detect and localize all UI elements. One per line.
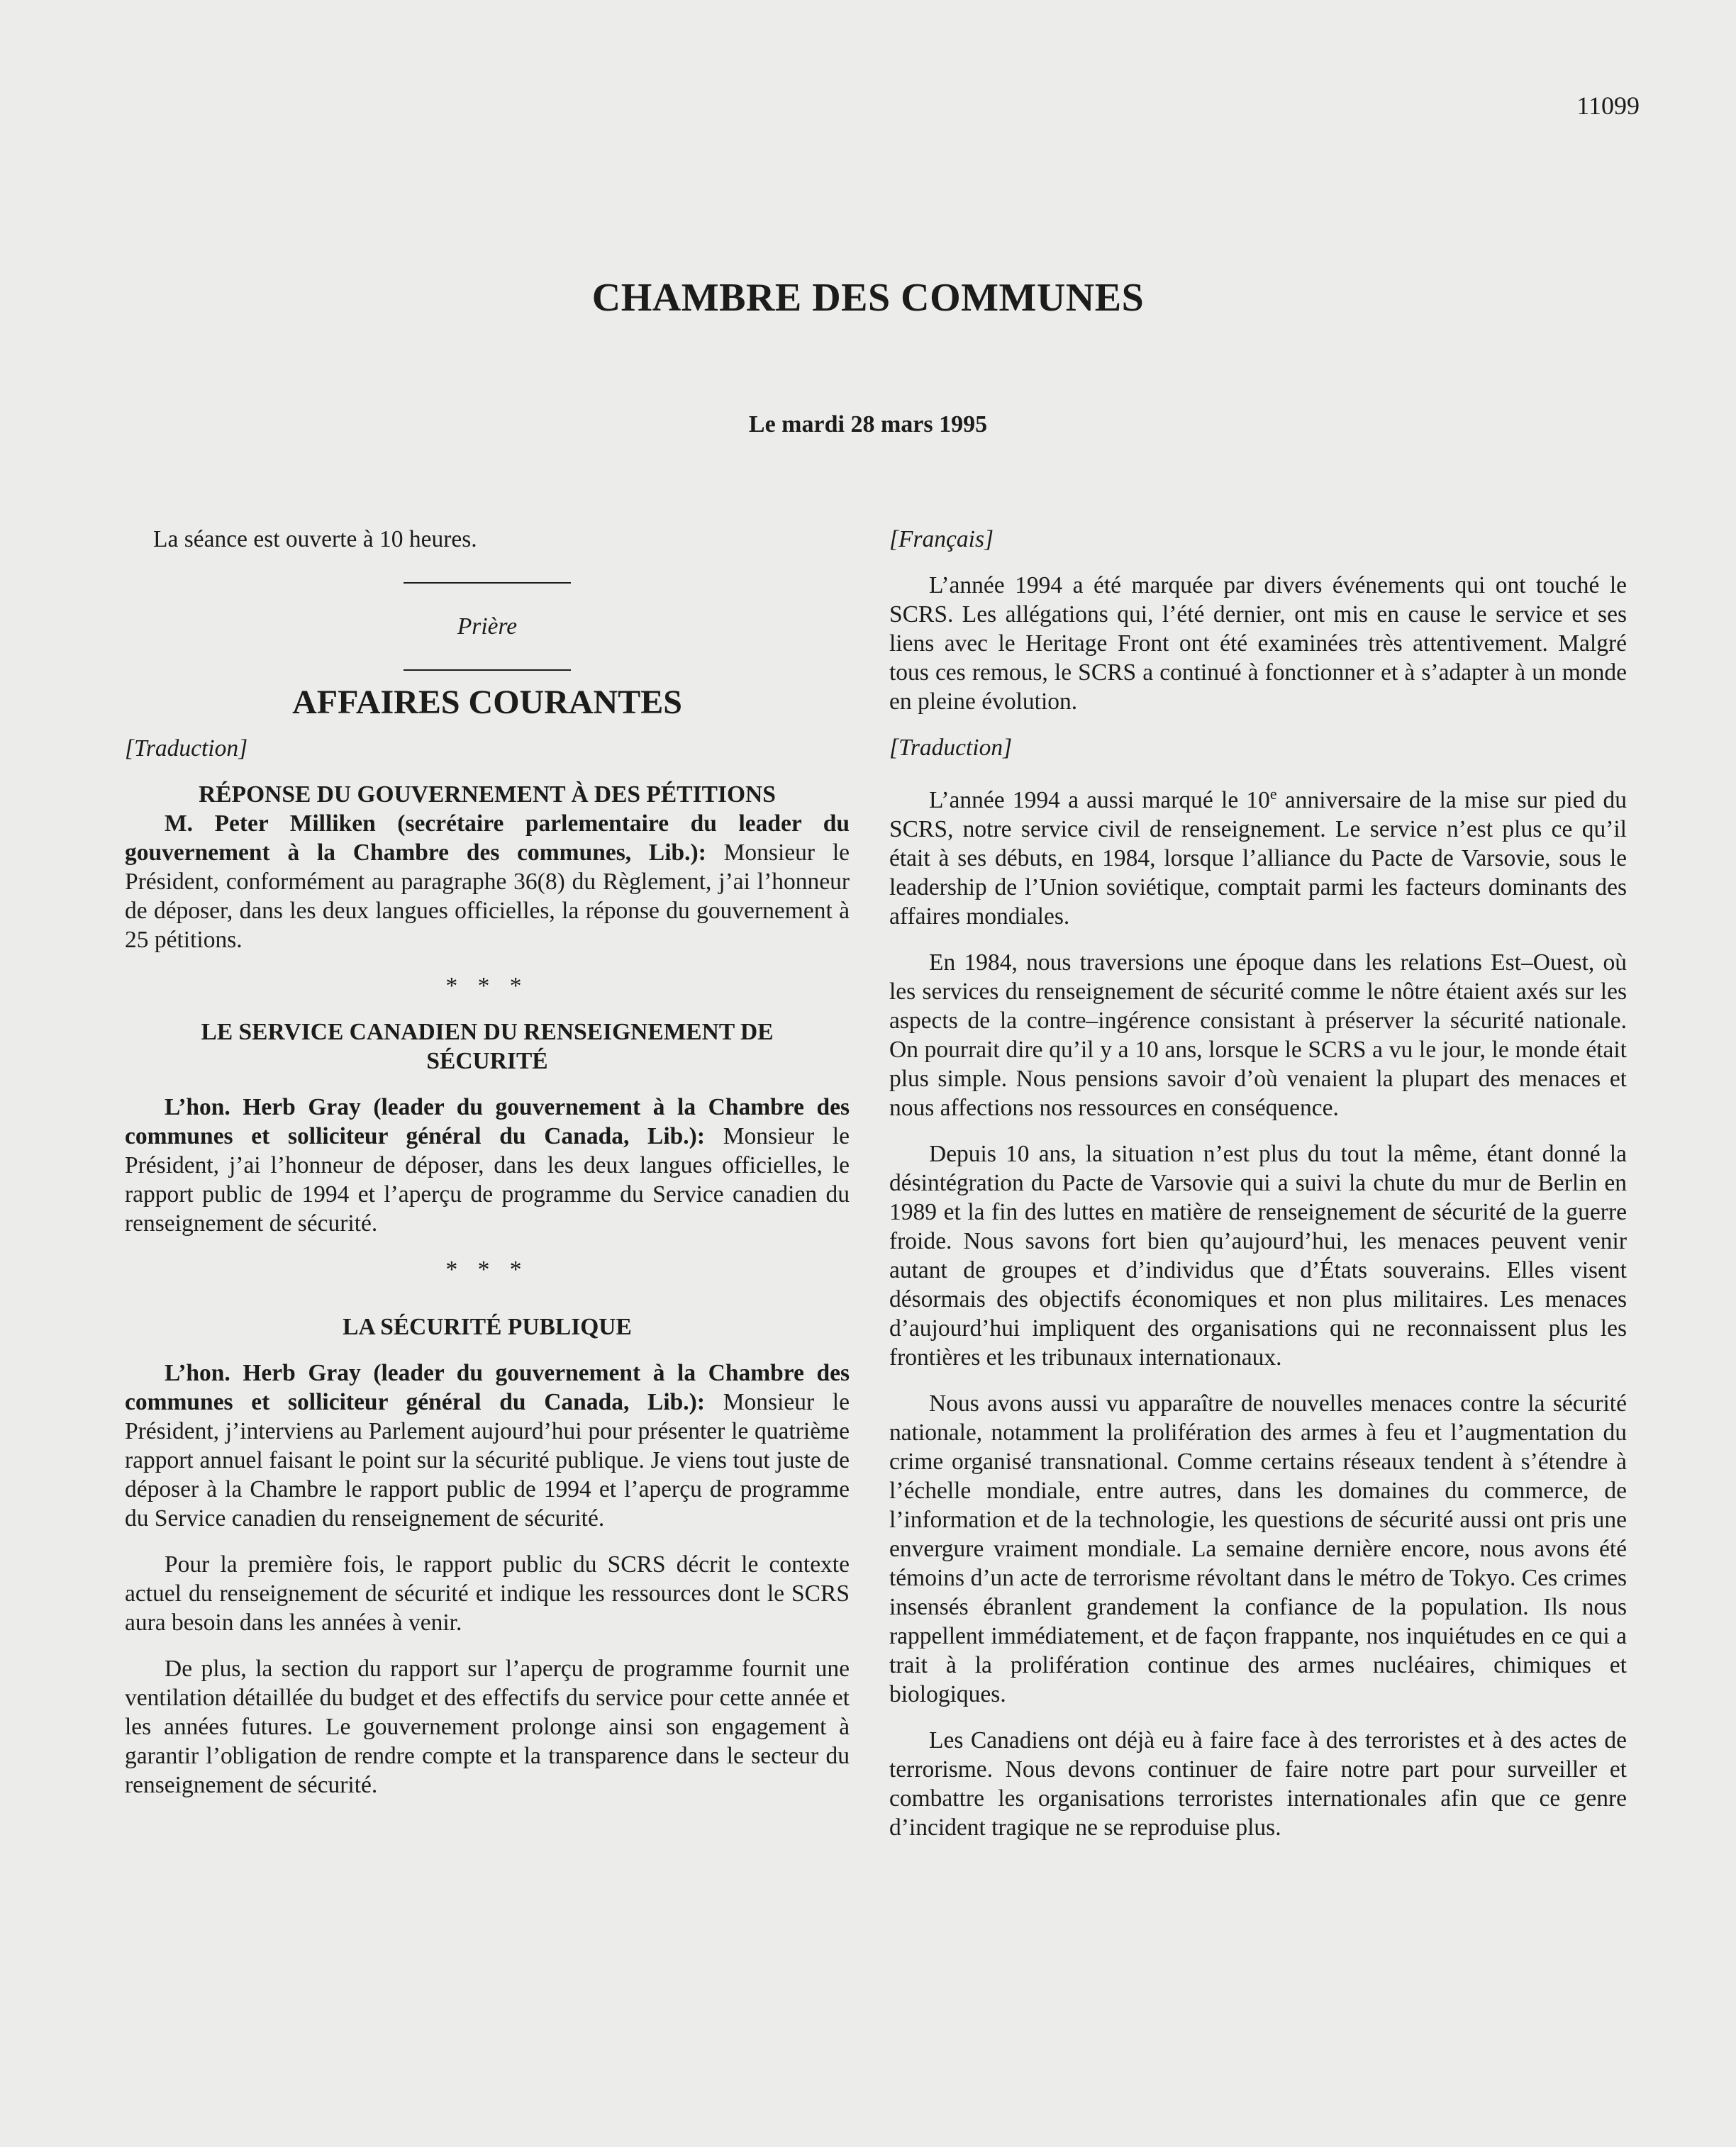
paragraph: Depuis 10 ans, la situation n’est plus du tout la même, étant donné la désintégration du Pacte de Varsovie qui a suivi la chute du mur de Berlin en 1989 et la fin des luttes en matière de renseignement de sécurité de la guerre froide. Nous savons fort bien qu’aujourd’hui, les menaces peuvent venir autant de groupes et d’individus que d’États souverains. Elles visent désormais des objectifs économiques et non plus militaires. Les menaces d’aujourd’hui impliquent des organisations qui ne reconnaissent plus les frontières et les tribunaux internationaux. (889, 1141, 1627, 1371)
petitions-heading: RÉPONSE DU GOUVERNEMENT À DES PÉTITIONS (199, 781, 776, 808)
section-separator: * * * (445, 1256, 529, 1283)
speech-text: Monsieur le Président, j’ai l’honneur de déposer, dans les deux langues officielles, le rapport public de 1994 et l’aperçu de programme du Service canadien du renseignement de sécurité. (125, 1123, 850, 1237)
public-security-paragraph (125, 1359, 850, 1533)
superscript: e (1269, 785, 1277, 803)
language-tag: [Français] (889, 526, 994, 552)
translation-tag: [Traduction] (889, 735, 1013, 761)
csis-paragraph (125, 1093, 850, 1238)
opening-line: La séance est ouverte à 10 heures. (153, 526, 477, 552)
prayer-label: Prière (457, 613, 518, 640)
speech-text: Monsieur le Président, conformément au paragraphe 36(8) du Règlement, j’ai l’honneur de déposer, dans les deux langues officielles, la réponse du gouvernement à 25 pétitions. (125, 840, 850, 953)
paragraph: De plus, la section du rapport sur l’aperçu de programme fournit une ventilation détaillée du budget et des effectifs du service pour cette année et les années futures. Le gouvernement prolonge ainsi son engagement à garantir l’obligation de rendre compte et la transparence dans le secteur du renseignement de sécurité. (125, 1656, 850, 1798)
section-heading: AFFAIRES COURANTES (292, 684, 682, 721)
left-column (125, 525, 850, 1800)
translation-tag: [Traduction] (125, 735, 248, 762)
public-security-heading: LA SÉCURITÉ PUBLIQUE (343, 1314, 632, 1340)
page-title: CHAMBRE DES COMMUNES (591, 276, 1145, 320)
speaker-name: L’hon. Herb Gray (leader du gouvernement à la Chambre des communes et solliciteur général du Canada, Lib.): (125, 1360, 850, 1415)
paragraph: L’année 1994 a été marquée par divers événements qui ont touché le SCRS. Les allégations qui, l’été dernier, ont mis en cause le service et ses liens avec le Heritage Front ont été examinées très attentivement. Malgré tous ces remous, le SCRS a continué à fonctionner et à s’adapter à un monde en pleine évolution. (889, 572, 1627, 715)
text-fragment: L’année 1994 a aussi marqué le 10 (929, 787, 1270, 814)
page-number: 11099 (1576, 91, 1640, 120)
paragraph: Nous avons aussi vu apparaître de nouvelles menaces contre la sécurité nationale, notamment la prolifération des armes à feu et l’augmentation du crime organisé transnational. Comme certains réseaux tendent à s’étendre à l’échelle mondiale, entre autres, dans les domaines du commerce, de l’information et de la technologie, les questions de sécurité aussi ont pris une envergure vraiment mondiale. La semaine dernière encore, nous avons été témoins d’un acte de terrorisme révoltant dans le métro de Tokyo. Ces crimes insensés ébranlent grandement la confiance de la population. Ils nous rappellent immédiatement, et de façon frappante, nos inquiétudes en ce qui a trait à la prolifération continue des armes nucléaires, chimiques et biologiques. (889, 1390, 1627, 1708)
sitting-date: Le mardi 28 mars 1995 (748, 411, 988, 437)
paragraph (889, 779, 1627, 931)
section-separator: * * * (445, 973, 529, 999)
paragraph: Pour la première fois, le rapport public du SCRS décrit le contexte actuel du renseignement de sécurité et indique les ressources dont le SCRS aura besoin dans les années à venir. (125, 1551, 850, 1636)
paragraph: Les Canadiens ont déjà eu à faire face à des terroristes et à des actes de terrorisme. Nous devons continuer de faire notre part pour surveiller et combattre les organisations terroristes internationales afin que ce genre d’incident tragique ne se reproduise plus. (889, 1727, 1627, 1841)
paragraph: En 1984, nous traversions une époque dans les relations Est–Ouest, où les services du renseignement de sécurité comme le nôtre étaient axés sur les aspects de la contre–ingérence consistant à préserver la sécurité nationale. On pourrait dire qu’il y a 10 ans, lorsque le SCRS a vu le jour, le monde était plus simple. Nous pensions savoir d’où venaient la plupart des menaces et nous affections nos ressources en conséquence. (889, 949, 1627, 1122)
speech-text: Monsieur le Président, j’interviens au Parlement aujourd’hui pour présenter le quatrième rapport annuel faisant le point sur la sécurité publique. Je viens tout juste de déposer à la Chambre le rapport public de 1994 et l’aperçu de programme du Service canadien du renseignement de sécurité. (125, 1389, 850, 1532)
text-fragment: anniversaire de la mise sur pied du SCRS, notre service civil de renseignement. Le service n’est plus ce qu’il était à ses débuts, en 1984, lorsque l’alliance du Pacte de Varsovie, sous le leadership de l’Union soviétique, comptait parmi les facteurs dominants des affaires mondiales. (889, 787, 1628, 930)
speaker-name: L’hon. Herb Gray (leader du gouvernement à la Chambre des communes et solliciteur général du Canada, Lib.): (125, 1094, 850, 1149)
speaker-name: M. Peter Milliken (secrétaire parlementaire du leader du gouvernement à la Chambre des communes, Lib.): (125, 810, 850, 866)
csis-heading: LE SERVICE CANADIEN DU RENSEIGNEMENT DE SÉCURITÉ (201, 1019, 774, 1074)
petitions-paragraph (125, 809, 850, 954)
right-column (889, 525, 1627, 1842)
